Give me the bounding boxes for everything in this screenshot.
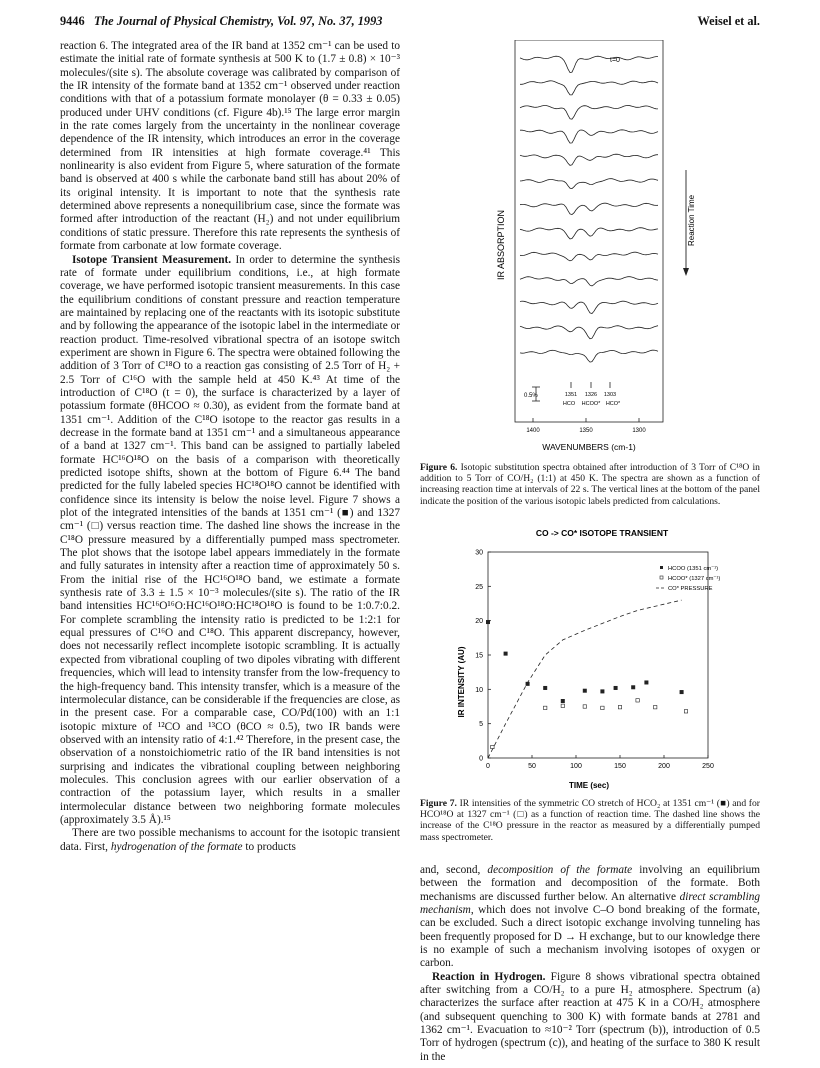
hcoo-point — [504, 652, 507, 655]
figure-7-caption: Figure 7. IR intensities of the symmetric CO stretch of HCO₂ at 1351 cm⁻¹ (■) and for HCO¹⁸O at 1327 cm⁻¹ (□) as a function of reaction time. The dashed line shows the increase of the C¹⁸O pressure in the reactor as measured by a differentially pumped mass spectrometer. — [420, 798, 760, 843]
legend-entry: CO* PRESSURE — [668, 586, 713, 592]
hcoo-labeled-point — [654, 705, 657, 708]
spectrum-trace — [520, 350, 658, 362]
section-heading: Isotope Transient Measurement. — [72, 253, 232, 266]
spectrum-trace — [520, 326, 658, 339]
y-tick-label: 30 — [475, 549, 483, 557]
spectrum-trace — [520, 179, 658, 189]
chart-plot-area — [475, 550, 714, 771]
hcoo-point — [486, 620, 489, 623]
reaction-time-label: Reaction Time — [687, 194, 696, 246]
pressure-dashed-line — [488, 600, 682, 758]
x-tick-label: 1350 — [579, 428, 593, 434]
section-heading: Reaction in Hydrogen. — [432, 970, 546, 983]
chart-y-axis-label: IR INTENSITY (AU) — [457, 646, 466, 718]
hcoo-point — [601, 690, 604, 693]
chart-frame — [488, 552, 708, 758]
marker-species: HCOO* — [581, 401, 601, 407]
arrow-head — [683, 268, 689, 276]
x-tick-label: 250 — [702, 763, 714, 770]
legend-entry: HCOO (1351 cm⁻¹) — [668, 566, 719, 572]
x-tick-label: 1300 — [632, 428, 646, 434]
hcoo-labeled-point — [601, 706, 604, 709]
caption-label: Figure 6. — [420, 462, 458, 473]
spectrum-trace — [520, 203, 658, 214]
spectrum-trace — [520, 130, 658, 143]
hcoo-labeled-point — [561, 704, 564, 707]
paragraph: and, second, decomposition of the formate involving an equilibrium between the formation and decomposition of the formate. Both mechanisms are discussed further below. An alternative direct scrambling mechanism, which does not involve C–O bond breaking of the formate, can be excluded. Such a direct isotopic exchange involving tunneling has been frequently proposed for D → H exchange, but to our knowledge there is no example of such a mechanism involving isotopes of oxygen or carbon. — [420, 864, 761, 970]
x-axis-label: WAVENUMBERS (cm-1) — [542, 442, 636, 452]
hcoo-labeled-point — [544, 706, 547, 709]
marker-position: 1326 — [584, 392, 598, 398]
hcoo-labeled-point — [684, 710, 687, 713]
x-tick-label: 1400 — [526, 428, 540, 434]
paragraph: Reaction in Hydrogen. Figure 8 shows vibrational spectra obtained after switching from a CO/H₂ to a pure H₂ atmosphere. Spectrum (a) characterizes the surface after reaction at 475 K in a CO/H₂ atmosphere (and subsequent quenching to 300 K) with formate bands at 2781 and 1362 cm⁻¹. Evacuation to ≈10⁻² Torr (spectrum (b)), introduction of 0.5 Torr of hydrogen (spectrum (c)), and heating of the surface to 380 K result in the — [420, 970, 760, 1063]
legend-marker — [660, 566, 663, 569]
hcoo-point — [544, 686, 547, 689]
spectrum-trace — [520, 105, 658, 119]
authors: Weisel et al. — [697, 14, 760, 28]
figure-6-frame — [515, 40, 663, 422]
hcoo-point — [632, 686, 635, 689]
spectrum-trace — [520, 81, 658, 95]
x-tick-label: 0 — [486, 763, 490, 770]
figure-6-caption: Figure 6. Isotopic substitution spectra obtained after introduction of 3 Torr of C¹⁸O in addition to 5 Torr of CO/H₂ (1:1) at 450 K. The spectra are shown as a function of increasing reaction time at intervals of 22 s. The vertical lines at the bottom of the panel indicate the position of the various isotopic labels predicted from calculations. — [420, 462, 760, 507]
chart-title: CO -> CO* ISOTOPE TRANSIENT — [535, 528, 669, 538]
marker-position: 1351 — [564, 392, 578, 398]
hcoo-labeled-point — [618, 705, 621, 708]
x-tick-label: 50 — [528, 763, 536, 770]
hcoo-point — [645, 681, 648, 684]
y-tick-label: 5 — [479, 721, 483, 729]
y-tick-label: 20 — [475, 618, 483, 626]
legend-entry: HCOO* (1327 cm⁻¹) — [668, 576, 721, 582]
spectrum-trace — [520, 154, 658, 165]
marker-species: HCO* — [605, 401, 621, 407]
paragraph: Isotope Transient Measurement. In order to determine the synthesis rate of formate under equilibrium conditions, i.e., at high formate coverage, we have performed isotopic transient measurements. In this case the equilibrium conditions of constant pressure and reaction temperature are maintained by replacing one of the reactants with its isotopic substitute and by following the appearance of the isotopic label in the intermediate or reaction product. Time-resolved vibrational spectra of an isotope switch experiment are shown in Figure 6. The spectra were obtained following the addition of 3 Torr of C¹⁸O to a reaction gas consisting of 2.5 Torr of H₂ + 2.5 Torr of C¹⁶O with the sample held at 450 K.⁴³ At time of the introduction of C¹⁸O (t = 0), the surface is characterized by a layer of potassium formate (θHCOO ≈ 0.30), as evident from the formate band at 1351 cm⁻¹. Addition of the C¹⁸O isotope to the reactor gas results in a decrease in the formate band at 1351 cm⁻¹ and a simultaneous appearance of a band at 1327 cm⁻¹. This band can be assigned to partially labeled formate HC¹⁶O¹⁸O on the basis of a comparison with theoretically predicted isotope shifts, shown at the bottom of Figure 6.⁴⁴ The band predicted for the fully labeled species HC¹⁸O¹⁸O cannot be identified with confidence since its intensity is below the noise level. Figure 7 shows a plot of the integrated intensities of the bands at 1351 cm⁻¹ (■) and 1327 cm⁻¹ (□) versus reaction time. The dashed line shows the increase in the C¹⁸O pressure measured by a differentially pumped mass spectrometer. The plot shows that the isotope label appears immediately in the formate and fully saturates in intensity after a reaction time of approximately 50 s. From the initial rise of the HC¹⁶O¹⁸O band, we estimate a formate synthesis rate of 3.3 ± 1.5 × 10⁻³ molecules/(site s). The ratio of the IR band intensities HC¹⁶O¹⁶O:HC¹⁶O¹⁸O:HC¹⁸O¹⁸O is found to be 1:0.7:0.2. For complete scrambling the intensity ratio is predicted to be 1:2:1 for equal pressures of C¹⁶O and C¹⁸O. This apparent discrepancy, however, does not necessarily reflect incomplete isotopic scrambling. It is actually expected from vibrational coupling of two dipoles vibrating with different frequencies, which will lead to intensity transfer from the low-frequency to the high-frequency band. This intensity transfer, which is a measure of the intermolecular distance, can be considerable if the frequencies are close, as in the present case. For a comparable case, CO/Pd(100) with an 1:1 isotopic mixture of ¹²CO and ¹³CO (θCO ≈ 0.5), two IR bands were observed with an intensity ratio of 4:1.⁴² Therefore, in the present case, the observation of a nonstoichiometric ratio of the IR band intensities is not surprising and indicates the vibrational coupling between neighboring molecules. This conclusion agrees with our earlier observation of a contraction of the potassium layer, which results in a smaller intermolecular distance between two neighboring formate molecules (approximately 3.5 Å).¹⁵ — [60, 253, 400, 826]
x-tick-label: 100 — [570, 763, 582, 770]
spectrum-trace — [520, 228, 658, 239]
spectrum-trace — [520, 301, 658, 313]
hcoo-point — [561, 699, 564, 702]
paragraph: There are two possible mechanisms to account for the isotopic transient data. First, hydrogenation of the formate to products — [60, 827, 400, 853]
y-tick-label: 25 — [475, 583, 483, 591]
scale-label: 0.5% — [524, 393, 538, 399]
x-tick-label: 200 — [658, 763, 670, 770]
paragraph: reaction 6. The integrated area of the IR band at 1352 cm⁻¹ can be used to estimate the initial rate of formate synthesis at 500 K to (1.7 ± 0.8) × 10⁻³ molecules/(site s). The absolute coverage was calibrated by comparison of the IR intensity of the formate band at 1352 cm⁻¹ observed under reaction conditions with that of a potassium formate monolayer (θ = 0.33 ± 0.05) produced under UHV conditions (cf. Figure 4b).¹⁵ The large error margin in the rate comes largely from the uncertainty in the nonlinear coverage dependence of the IR intensity, which introduces an error in the coverage determined from IR intensities at high formate coverage.⁴¹ This nonlinearity is also evident from Figure 5, where saturation of the formate band is observed at 400 s while the carbonate band still has about 20% of its original intensity. It is important to note that the synthesis rate determined above represents a nonequilibrium case, since the formate was formed after introduction of the reactant (H₂) and not under equilibrium conditions of static pressure. Therefore this rate represents the synthesis of formate from carbonate at low formate coverage. — [60, 40, 400, 253]
y-tick-label: 10 — [475, 686, 483, 694]
y-tick-label: 15 — [475, 652, 483, 660]
hcoo-point — [583, 689, 586, 692]
chart-legend — [656, 566, 720, 592]
y-tick-label: 0 — [479, 755, 483, 763]
right-column — [420, 864, 760, 1064]
t0-label: t=0 — [610, 57, 620, 64]
marker-species: HCO — [562, 401, 576, 407]
spectrum-trace — [520, 277, 658, 286]
spectrum-trace — [520, 56, 658, 72]
hcoo-labeled-point — [491, 745, 494, 748]
hcoo-labeled-point — [583, 705, 586, 708]
spectra-traces — [520, 56, 658, 362]
chart-x-axis-label: TIME (sec) — [568, 781, 610, 790]
figure-6 — [420, 40, 760, 460]
caption-label: Figure 7. — [420, 798, 457, 809]
hcoo-labeled-point — [636, 699, 639, 702]
left-column — [60, 40, 400, 854]
marker-position: 1303 — [603, 392, 617, 398]
spectrum-trace — [520, 252, 658, 261]
hcoo-point — [614, 686, 617, 689]
y-axis-label: IR ABSORPTION — [496, 209, 506, 280]
running-header — [60, 14, 760, 36]
page-number: 9446 — [60, 14, 85, 28]
journal-name: The Journal of Physical Chemistry, Vol. 97, No. 37, 1993 — [93, 14, 383, 28]
figure-7-chart — [420, 522, 760, 794]
legend-marker — [660, 576, 663, 579]
x-tick-label: 150 — [614, 763, 626, 770]
hcoo-point — [680, 690, 683, 693]
